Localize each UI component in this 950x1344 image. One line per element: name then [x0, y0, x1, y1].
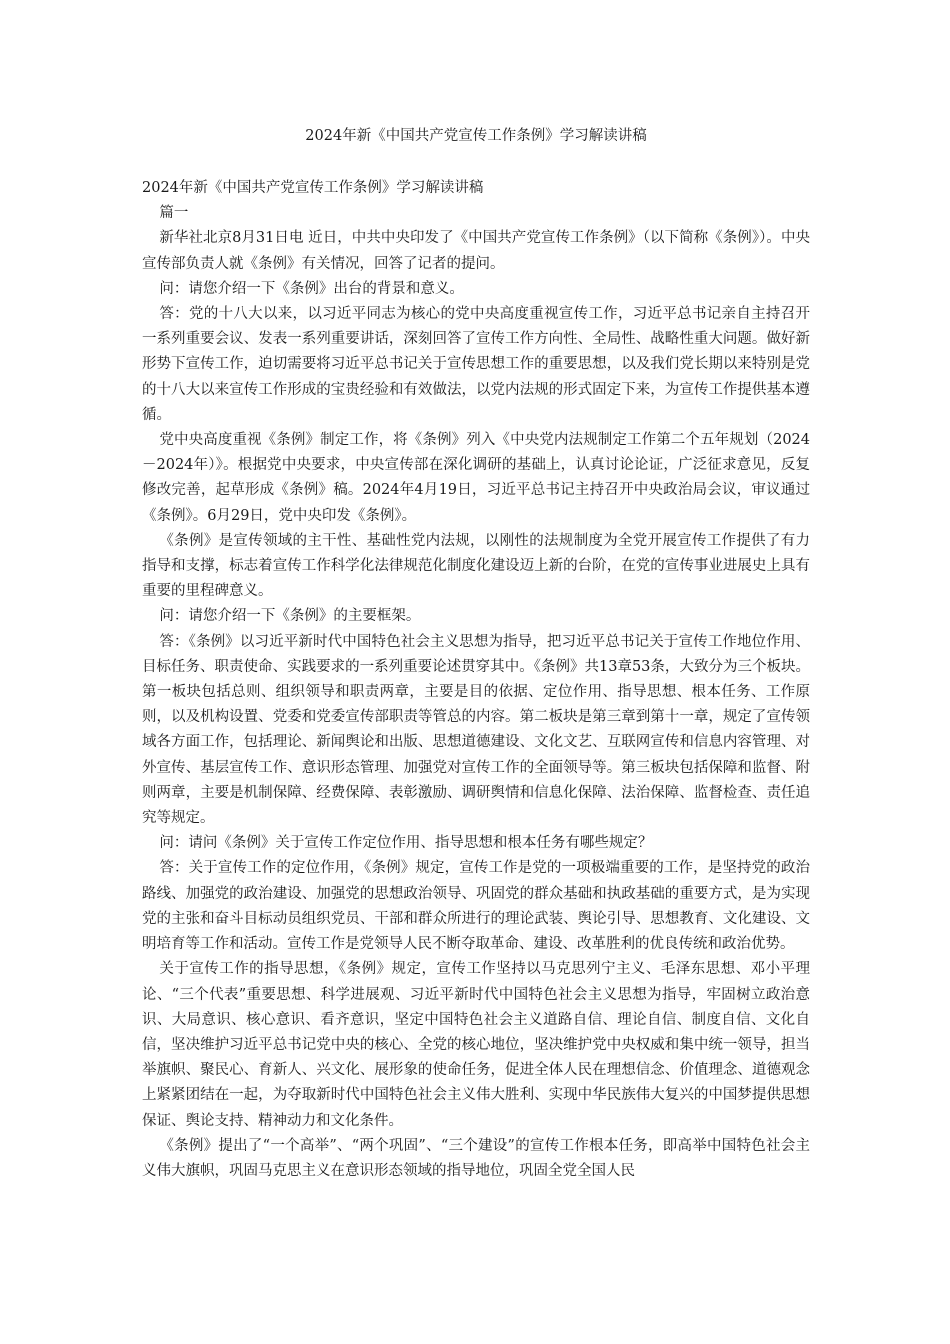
paragraph: 《条例》提出了“一个高举”、“两个巩固”、“三个建设”的宣传工作根本任务，即高举中国特色社会主义伟大旗帜，巩固马克思主义在意识形态领域的指导地位，巩固全党全国人民 [142, 1137, 810, 1179]
paragraph: 关于宣传工作的指导思想，《条例》规定，宣传工作坚持以马克思列宁主义、毛泽东思想、邓小平理论、“三个代表”重要思想、科学进展观、习近平新时代中国特色社会主义思想为指导，牢固树立政治意识、大局意识、核心意识、看齐意识，坚定中国特色社会主义道路自信、理论自信、制度自信、文化自信，坚决维护习近平总书记党中央的核心、全党的核心地位，坚决维护党中央权威和集中统一领导，担当举旗帜、聚民心、育新人、兴文化、展形象的使命任务，促进全体人民在理想信念、价值理念、道德观念上紧紧团结在一起，为夺取新时代中国特色社会主义伟大胜利、实现中华民族伟大复兴的中国梦提供思想保证、舆论支持、精神动力和文化条件。 [142, 961, 810, 1129]
paragraph: 问：请您介绍一下《条例》出台的背景和意义。 [159, 280, 464, 297]
paragraph: 篇一 [159, 205, 189, 222]
paragraph: 答：党的十八大以来，以习近平同志为核心的党中央高度重视宣传工作，习近平总书记亲自主持召开一系列重要会议、发表一系列重要讲话，深刻回答了宣传工作方向性、全局性、战略性重大问题。做好新形势下宣传工作，迫切需要将习近平总书记关于宣传思想工作的重要思想，以及我们党长期以来特别是党的十八大以来宣传工作形成的宝贵经验和有效做法，以党内法规的形式固定下来，为宣传工作提供基本遵循。 [142, 306, 810, 423]
paragraph: 党中央高度重视《条例》制定工作，将《条例》列入《中央党内法规制定工作第二个五年规划（2024－2024年）》。根据党中央要求，中央宣传部在深化调研的基础上，认真讨论论证，广泛征求意见，反复修改完善，起草形成《条例》稿。2024年4月19日，习近平总书记主持召开中央政治局会议，审议通过《条例》。6月29日，党中央印发《条例》。 [142, 432, 810, 524]
paragraph: 问：请您介绍一下《条例》的主要框架。 [159, 608, 421, 625]
paragraph: 答：《条例》以习近平新时代中国特色社会主义思想为指导，把习近平总书记关于宣传工作地位作用、目标任务、职责使命、实践要求的一系列重要论述贯穿其中。《条例》共13章53条，大致分为三个板块。第一板块包括总则、组织领导和职责两章，主要是目的依据、定位作用、指导思想、根本任务、工作原则，以及机构设置、党委和党委宣传部职责等管总的内容。第二板块是第三章到第十一章，规定了宣传领域各方面工作，包括理论、新闻舆论和出版、思想道德建设、文化文艺、互联网宣传和信息内容管理、对外宣传、基层宣传工作、意识形态管理、加强党对宣传工作的全面领导等。第三板块包括保障和监督、附则两章，主要是机制保障、经费保障、表彰激励、调研舆情和信息化保障、法治保障、监督检查、责任追究等规定。 [142, 633, 810, 827]
paragraph: 答：关于宣传工作的定位作用，《条例》规定，宣传工作是党的一项极端重要的工作，是坚持党的政治路线、加强党的政治建设、加强党的思想政治领导、巩固党的群众基础和执政基础的重要方式，是为实现党的主张和奋斗目标动员组织党员、干部和群众所进行的理论武装、舆论引导、思想教育、文化建设、文明培育等工作和活动。宣传工作是党领导人民不断夺取革命、建设、改革胜利的优良传统和政治优势。 [142, 860, 810, 953]
paragraph: 2024年新《中国共产党宣传工作条例》学习解读讲稿 [142, 180, 484, 196]
paragraph: 新华社北京8月31日电 近日，中共中央印发了《中国共产党宣传工作条例》（以下简称《条例》）。中央宣传部负责人就《条例》有关情况，回答了记者的提问。 [142, 230, 810, 272]
paragraph: 问：请问《条例》关于宣传工作定位作用、指导思想和根本任务有哪些规定？ [159, 835, 653, 852]
document-title: 2024年新《中国共产党宣传工作条例》学习解读讲稿 [305, 128, 647, 144]
document-body [142, 176, 810, 1184]
paragraph: 《条例》是宣传领域的主干性、基础性党内法规，以刚性的法规制度为全党开展宣传工作提供了有力指导和支撑，标志着宣传工作科学化法律规范化制度化建设迈上新的台阶，在党的宣传事业进展史上具有重要的里程碑意义。 [142, 532, 810, 600]
